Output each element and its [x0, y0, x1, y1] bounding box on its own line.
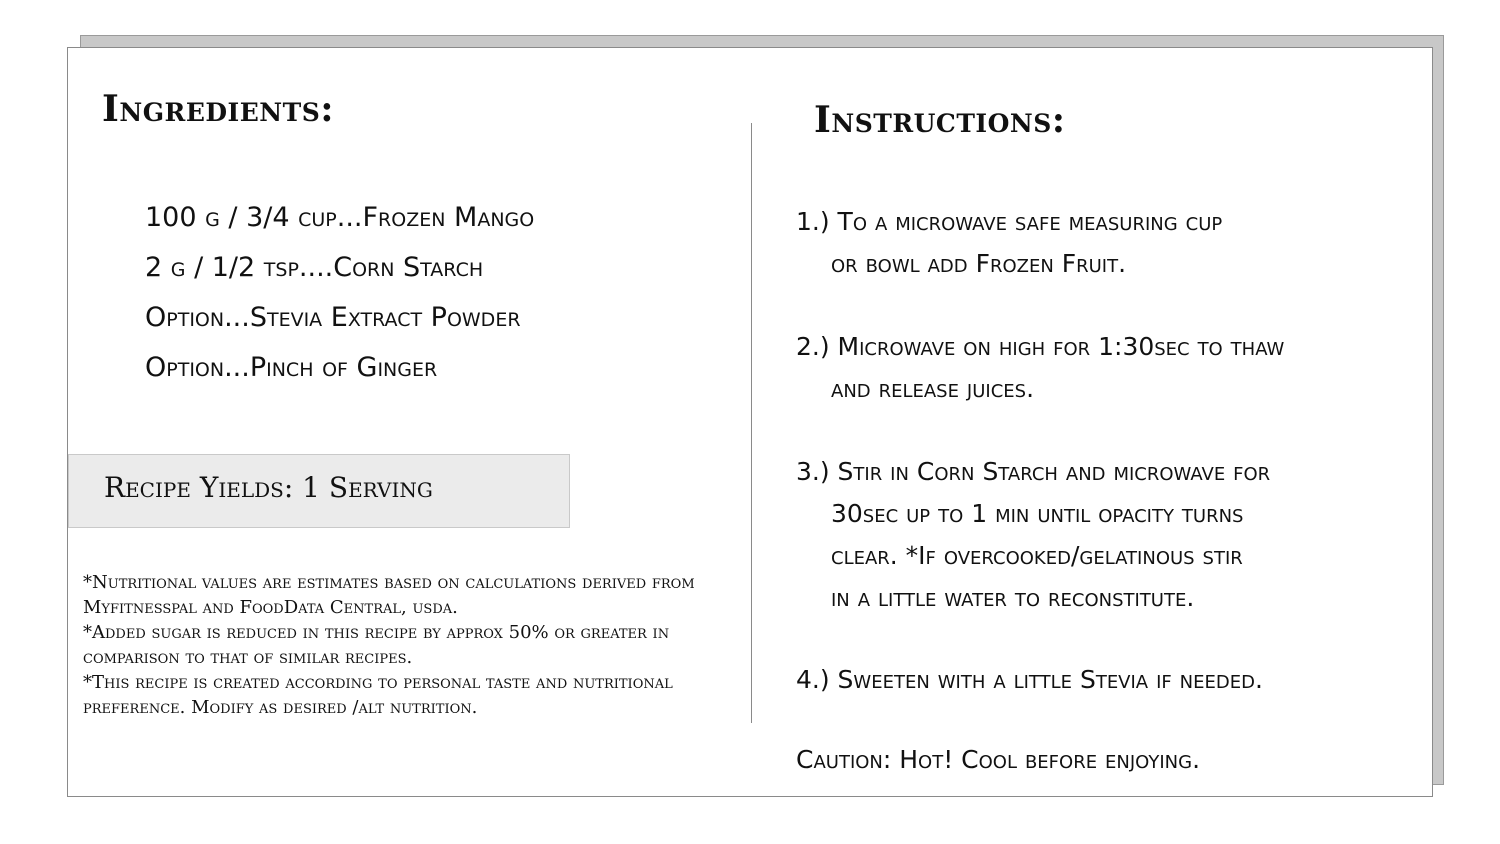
- nutrition-notes: [83, 570, 723, 720]
- note-text: *Added sugar is reduced in this recipe by approx 50% or greater in comparison to that of similar recipes.: [83, 622, 670, 668]
- caution-text: Caution: Hot! Cool before enjoying.: [796, 745, 1201, 774]
- step-line: 1.) To a microwave safe measuring cup: [796, 207, 1223, 236]
- step-line: 4.) Sweeten with a little Stevia if needed.: [796, 665, 1263, 694]
- instruction-step: [796, 201, 1396, 285]
- step-line: and release juices.: [831, 374, 1035, 403]
- step-line: clear. *If overcooked/gelatinous stir: [831, 541, 1243, 570]
- step-line: in a little water to reconstitute.: [831, 583, 1195, 612]
- instruction-step: [796, 326, 1396, 410]
- ingredients-list: [145, 198, 534, 398]
- instructions-heading: Instructions:: [814, 99, 1066, 141]
- step-line: 3.) Stir in Corn Starch and microwave for: [796, 457, 1271, 486]
- step-line: 2.) Microwave on high for 1:30sec to thaw: [796, 332, 1285, 361]
- note-text: *Nutritional values are estimates based on calculations derived from Myfitnesspal and FoodData Central, usda.: [83, 572, 695, 618]
- instruction-step: [796, 659, 1396, 701]
- instruction-step: [796, 451, 1396, 619]
- yield-box: [68, 454, 570, 528]
- step-line: or bowl add Frozen Fruit.: [831, 249, 1127, 278]
- ingredient-item: Option...Pinch of Ginger: [145, 352, 438, 383]
- column-divider: [751, 123, 752, 723]
- ingredient-item: Option...Stevia Extract Powder: [145, 302, 521, 333]
- ingredient-item: 100 g / 3/4 cup...Frozen Mango: [145, 202, 535, 233]
- note-text: *This recipe is created according to personal taste and nutritional preference. Modify as desired /alt nutrition.: [83, 672, 673, 718]
- recipe-card: [67, 47, 1433, 797]
- ingredients-heading: Ingredients:: [102, 88, 335, 130]
- step-line: 30sec up to 1 min until opacity turns: [831, 499, 1244, 528]
- yield-text: Recipe Yields: 1 Serving: [104, 471, 433, 504]
- ingredient-item: 2 g / 1/2 tsp....Corn Starch: [145, 252, 484, 283]
